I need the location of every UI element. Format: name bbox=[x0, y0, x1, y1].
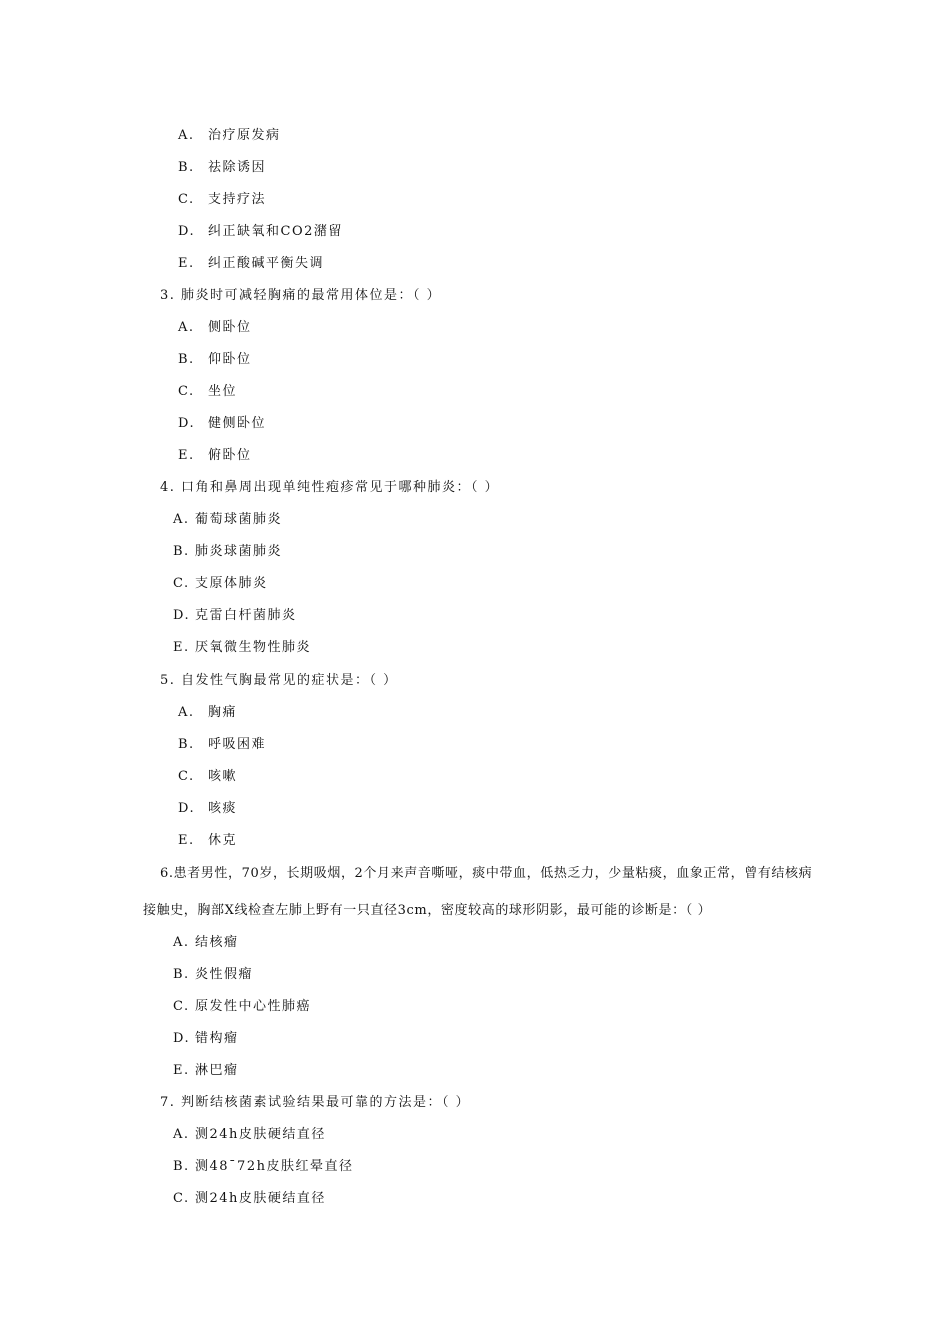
q6-stem-line2: 接触史，胸部X线检查左肺上野有一只直径3cm，密度较高的球形阴影，最可能的诊断是：（ ） bbox=[143, 903, 712, 918]
option-text: 肺炎球菌肺炎 bbox=[195, 544, 283, 559]
q6-option-b bbox=[173, 966, 253, 984]
option-label: A. bbox=[178, 128, 195, 143]
q3-stem: 3. 肺炎时可减轻胸痛的最常用体位是：（ ） bbox=[160, 288, 442, 303]
q3-option-c bbox=[178, 383, 237, 401]
q5-option-c bbox=[178, 768, 237, 786]
q2-option-b bbox=[178, 159, 266, 177]
option-text: 原发性中心性肺癌 bbox=[195, 999, 312, 1014]
option-label: E. bbox=[173, 640, 190, 655]
q2-option-c bbox=[178, 191, 266, 209]
option-label: B. bbox=[178, 737, 195, 752]
option-label: C. bbox=[173, 999, 190, 1014]
q5-option-b bbox=[178, 736, 266, 754]
q6-option-a bbox=[173, 934, 239, 952]
option-label: D. bbox=[178, 224, 196, 239]
q7-option-c bbox=[173, 1190, 326, 1208]
option-text: 测24h皮肤硬结直径 bbox=[195, 1191, 326, 1206]
option-label: D. bbox=[173, 608, 191, 623]
option-label: E. bbox=[178, 833, 195, 848]
q7-stem: 7. 判断结核菌素试验结果最可靠的方法是：（ ） bbox=[160, 1095, 471, 1110]
option-text: 仰卧位 bbox=[208, 352, 252, 367]
option-text: 支持疗法 bbox=[208, 192, 267, 207]
option-text: 测48¯72h皮肤红晕直径 bbox=[195, 1159, 354, 1174]
option-text: 葡萄球菌肺炎 bbox=[195, 512, 283, 527]
option-text: 淋巴瘤 bbox=[195, 1063, 239, 1078]
q6-option-e bbox=[173, 1062, 239, 1080]
option-text: 克雷白杆菌肺炎 bbox=[195, 608, 297, 623]
option-label: C. bbox=[173, 1191, 190, 1206]
option-text: 呼吸困难 bbox=[208, 737, 267, 752]
option-label: A. bbox=[173, 1127, 190, 1142]
q4-option-e bbox=[173, 639, 311, 657]
q3-option-d bbox=[178, 415, 266, 433]
option-label: B. bbox=[173, 967, 190, 982]
option-text: 休克 bbox=[208, 833, 238, 848]
option-text: 侧卧位 bbox=[208, 320, 252, 335]
q3-option-e bbox=[178, 447, 252, 465]
option-label: A. bbox=[178, 705, 195, 720]
q4-stem: 4. 口角和鼻周出现单纯性疱疹常见于哪种肺炎：（ ） bbox=[160, 480, 500, 495]
option-label: D. bbox=[173, 1031, 191, 1046]
q3-option-b bbox=[178, 351, 252, 369]
option-text: 祛除诱因 bbox=[208, 160, 267, 175]
option-text: 坐位 bbox=[208, 384, 238, 399]
q2-option-e bbox=[178, 255, 324, 273]
option-label: B. bbox=[173, 1159, 190, 1174]
q5-stem: 5. 自发性气胸最常见的症状是：（ ） bbox=[160, 673, 398, 688]
q2-option-a bbox=[178, 127, 281, 145]
q6-stem-line1: 6.患者男性，70岁，长期吸烟，2个月来声音嘶哑，痰中带血，低热乏力，少量粘痰，血象正常，曾有结核病 bbox=[160, 866, 813, 881]
option-text: 纠正缺氧和CO2潴留 bbox=[208, 224, 343, 239]
option-label: B. bbox=[178, 160, 195, 175]
option-label: D. bbox=[178, 416, 196, 431]
option-label: C. bbox=[173, 576, 190, 591]
option-label: C. bbox=[178, 384, 195, 399]
option-label: E. bbox=[178, 256, 195, 271]
q5-option-d bbox=[178, 800, 237, 818]
q4-option-b bbox=[173, 543, 282, 561]
option-text: 纠正酸碱平衡失调 bbox=[208, 256, 325, 271]
q3-option-a bbox=[178, 319, 252, 337]
option-label: B. bbox=[173, 544, 190, 559]
option-label: A. bbox=[173, 935, 190, 950]
option-text: 错构瘤 bbox=[195, 1031, 239, 1046]
q7-option-a bbox=[173, 1126, 326, 1144]
option-text: 咳痰 bbox=[208, 801, 238, 816]
option-label: A. bbox=[178, 320, 195, 335]
q7-option-b bbox=[173, 1158, 353, 1176]
q6-option-c bbox=[173, 998, 311, 1016]
option-text: 测24h皮肤硬结直径 bbox=[195, 1127, 326, 1142]
option-text: 胸痛 bbox=[208, 705, 238, 720]
option-label: C. bbox=[178, 769, 195, 784]
option-text: 炎性假瘤 bbox=[195, 967, 254, 982]
q6-option-d bbox=[173, 1030, 239, 1048]
option-label: E. bbox=[173, 1063, 190, 1078]
option-text: 俯卧位 bbox=[208, 448, 252, 463]
option-label: A. bbox=[173, 512, 190, 527]
option-label: B. bbox=[178, 352, 195, 367]
option-label: D. bbox=[178, 801, 196, 816]
option-text: 健侧卧位 bbox=[208, 416, 267, 431]
q4-option-a bbox=[173, 511, 282, 529]
q5-option-e bbox=[178, 832, 237, 850]
option-text: 支原体肺炎 bbox=[195, 576, 268, 591]
option-text: 结核瘤 bbox=[195, 935, 239, 950]
option-label: C. bbox=[178, 192, 195, 207]
option-text: 治疗原发病 bbox=[208, 128, 281, 143]
q5-option-a bbox=[178, 704, 237, 722]
q4-option-c bbox=[173, 575, 268, 593]
q2-option-d bbox=[178, 223, 343, 241]
option-label: E. bbox=[178, 448, 195, 463]
option-text: 咳嗽 bbox=[208, 769, 238, 784]
q4-option-d bbox=[173, 607, 297, 625]
option-text: 厌氧微生物性肺炎 bbox=[195, 640, 312, 655]
